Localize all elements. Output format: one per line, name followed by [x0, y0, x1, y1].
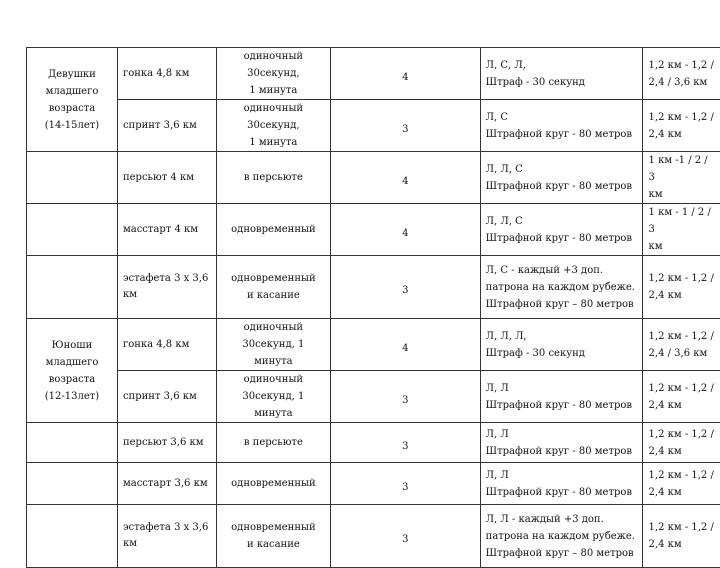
penalty-cell: Л, Л, С Штрафной круг - 80 метров [480, 204, 642, 256]
discipline-cell: эстафета 3 х 3,6 км [117, 256, 216, 319]
penalty-cell: Л, С Штрафной круг - 80 метров [480, 100, 642, 152]
discipline-cell: персьют 3,6 км [117, 423, 216, 463]
penalty-cell: Л, Л Штрафной круг - 80 метров [480, 463, 642, 505]
start-type-cell: одновременный и касание [216, 505, 330, 568]
penalty-cell: Л, Л, Л, Штраф - 30 секунд [480, 319, 642, 371]
distance-cell: 1,2 км - 1,2 / 2,4 км [642, 463, 720, 505]
shootings-cell [330, 319, 480, 371]
empty-group-cell [27, 463, 118, 505]
shootings-value: 4 [402, 343, 408, 354]
shootings-value: 3 [402, 441, 408, 452]
start-type-cell: одиночный 30секунд, 1 минута [216, 48, 330, 100]
distance-cell: 1,2 км - 1,2 / 2,4 км [642, 505, 720, 568]
shootings-cell [330, 48, 480, 100]
distance-cell: 1,2 км - 1,2 / 2,4 км [642, 423, 720, 463]
discipline-cell: эстафета 3 х 3,6 км [117, 505, 216, 568]
table-row [27, 204, 720, 256]
discipline-cell: спринт 3,6 км [117, 100, 216, 152]
table-row [27, 463, 720, 505]
distance-cell: 1,2 км - 1,2 / 2,4 / 3,6 км [642, 319, 720, 371]
discipline-cell: масстарт 3,6 км [117, 463, 216, 505]
start-type-cell: одновременный [216, 463, 330, 505]
empty-group-cell [27, 256, 118, 319]
shootings-cell [330, 463, 480, 505]
start-type-cell: одиночный 30секунд, 1 минута [216, 319, 330, 371]
empty-group-cell [27, 423, 118, 463]
age-group-label: Юноши младшего возраста (12-13лет) [27, 319, 118, 423]
empty-group-cell [27, 505, 118, 568]
discipline-cell: гонка 4,8 км [117, 48, 216, 100]
shootings-value: 3 [402, 534, 408, 545]
shootings-value: 4 [402, 176, 408, 187]
start-type-cell: одновременный [216, 204, 330, 256]
shootings-value: 3 [402, 482, 408, 493]
shootings-cell [330, 256, 480, 319]
shootings-cell [330, 505, 480, 568]
shootings-value: 4 [402, 228, 408, 239]
penalty-cell: Л, Л Штрафной круг - 80 метров [480, 371, 642, 423]
discipline-cell: масстарт 4 км [117, 204, 216, 256]
distance-cell: 1,2 км - 1,2 / 2,4 / 3,6 км [642, 48, 720, 100]
table-row [27, 48, 720, 100]
penalty-cell: Л, С - каждый +3 доп. патрона на каждом рубеже. Штрафной круг – 80 метров [480, 256, 642, 319]
table-row [27, 256, 720, 319]
table-row [27, 371, 720, 423]
table-row [27, 100, 720, 152]
discipline-cell: персьют 4 км [117, 152, 216, 204]
penalty-cell: Л, Л - каждый +3 доп. патрона на каждом рубеже. Штрафной круг – 80 метров [480, 505, 642, 568]
distance-cell: 1 км - 1 / 2 / 3 км [642, 204, 720, 256]
shootings-value: 3 [402, 285, 408, 296]
penalty-cell: Л, Л, С Штрафной круг - 80 метров [480, 152, 642, 204]
empty-group-cell [27, 152, 118, 204]
shootings-cell [330, 371, 480, 423]
table-row [27, 319, 720, 371]
penalty-cell: Л, С, Л, Штраф - 30 секунд [480, 48, 642, 100]
age-group-label: Девушки младшего возраста (14-15лет) [27, 48, 118, 152]
shootings-value: 3 [402, 124, 408, 135]
start-type-cell: одиночный 30секунд, 1 минута [216, 371, 330, 423]
shootings-value: 3 [402, 395, 408, 406]
start-type-cell: в персьюте [216, 423, 330, 463]
discipline-cell: спринт 3,6 км [117, 371, 216, 423]
distance-cell: 1,2 км - 1,2 / 2,4 км [642, 100, 720, 152]
start-type-cell: одиночный 30секунд, 1 минута [216, 100, 330, 152]
shootings-cell [330, 204, 480, 256]
table-row [27, 423, 720, 463]
shootings-value: 4 [402, 72, 408, 83]
discipline-cell: гонка 4,8 км [117, 319, 216, 371]
table-row [27, 152, 720, 204]
competition-rules-table [26, 47, 720, 568]
shootings-cell [330, 100, 480, 152]
distance-cell: 1,2 км - 1,2 / 2,4 км [642, 256, 720, 319]
shootings-cell [330, 152, 480, 204]
start-type-cell: одновременный и касание [216, 256, 330, 319]
distance-cell: 1 км -1 / 2 / 3 км [642, 152, 720, 204]
table-row [27, 505, 720, 568]
shootings-cell [330, 423, 480, 463]
empty-group-cell [27, 204, 118, 256]
distance-cell: 1,2 км - 1,2 / 2,4 км [642, 371, 720, 423]
start-type-cell: в персьюте [216, 152, 330, 204]
penalty-cell: Л, Л Штрафной круг - 80 метров [480, 423, 642, 463]
